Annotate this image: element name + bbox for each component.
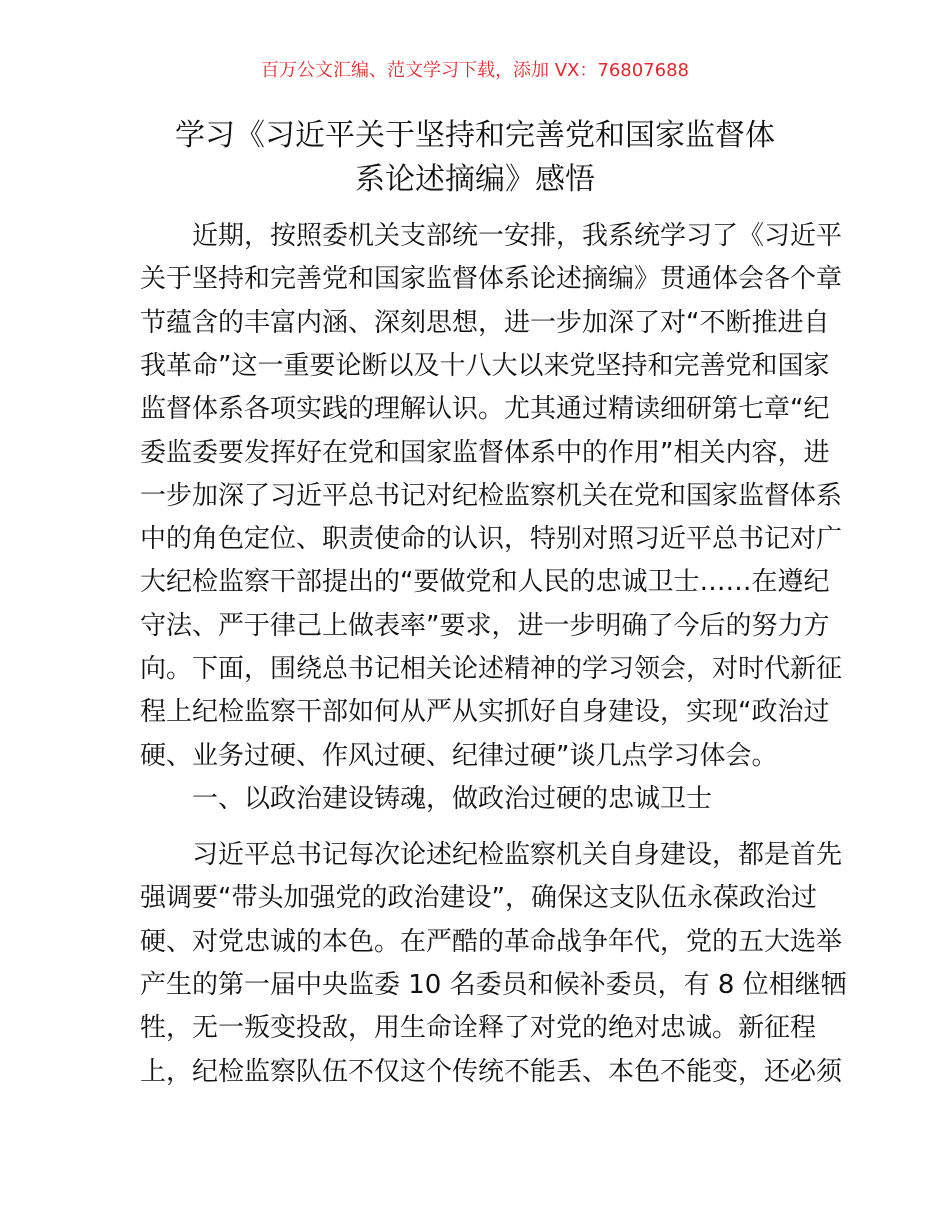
paragraph-line: 习近平总书记每次论述纪检监察机关自身建设，都是首先 [192,840,843,870]
paragraph-line: 监督体系各项实践的理解认识。尤其通过精读细研第七章“纪 [140,394,830,424]
paragraph-line: 我革命”这一重要论断以及十八大以来党坚持和完善党和国家 [140,351,830,381]
paragraph-line: 向。下面，围绕总书记相关论述精神的学习领会，对时代新征 [140,654,843,684]
paragraph-line: 程上纪检监察干部如何从严从实抓好自身建设，实现“政治过 [140,697,830,727]
document-title: 学习《习近平关于坚持和完善党和国家监督体 [175,118,775,153]
paragraph-line: 牲，无一叛变投敌，用生命诠释了对党的绝对忠诚。新征程 [140,1013,817,1043]
paragraph-line: 近期，按照委机关支部统一安排，我系统学习了《习近平 [192,221,843,251]
paragraph-line: 硬、业务过硬、作风过硬、纪律过硬”谈几点学习体会。 [140,741,778,771]
paragraph-line: 硬、对党忠诚的本色。在严酷的革命战争年代，党的五大选举 [140,927,843,957]
paragraph-line: 节蕴含的丰富内涵、深刻思想，进一步加深了对“不断推进自 [140,308,830,338]
document-title: 系论述摘编》感悟 [355,162,595,197]
paragraph-line: 上，纪检监察队伍不仅这个传统不能丢、本色不能变，还必须 [140,1057,843,1087]
paragraph-line: 守法、严于律己上做表率”要求，进一步明确了今后的努力方 [140,611,830,641]
paragraph-line: 大纪检监察干部提出的“要做党和人民的忠诚卫士……在遵纪 [140,567,830,597]
paragraph-line: 中的角色定位、职责使命的认识，特别对照习近平总书记对广 [140,524,843,554]
paragraph-line: 关于坚持和完善党和国家监督体系论述摘编》贯通体会各个章 [140,264,843,294]
section-heading: 一、以政治建设铸魂，做政治过硬的忠诚卫士 [192,784,713,814]
paragraph-line: 委监委要发挥好在党和国家监督体系中的作用”相关内容，进 [140,438,830,468]
watermark-header: 百万公文汇编、范文学习下载，添加 VX：76807688 [261,60,689,81]
paragraph-line: 一步加深了习近平总书记对纪检监察机关在党和国家监督体系 [140,481,843,511]
paragraph-line: 强调要“带头加强党的政治建设”，确保这支队伍永葆政治过 [140,883,817,913]
paragraph-line: 产生的第一届中央监委 10 名委员和候补委员，有 8 位相继牺 [140,970,847,1000]
